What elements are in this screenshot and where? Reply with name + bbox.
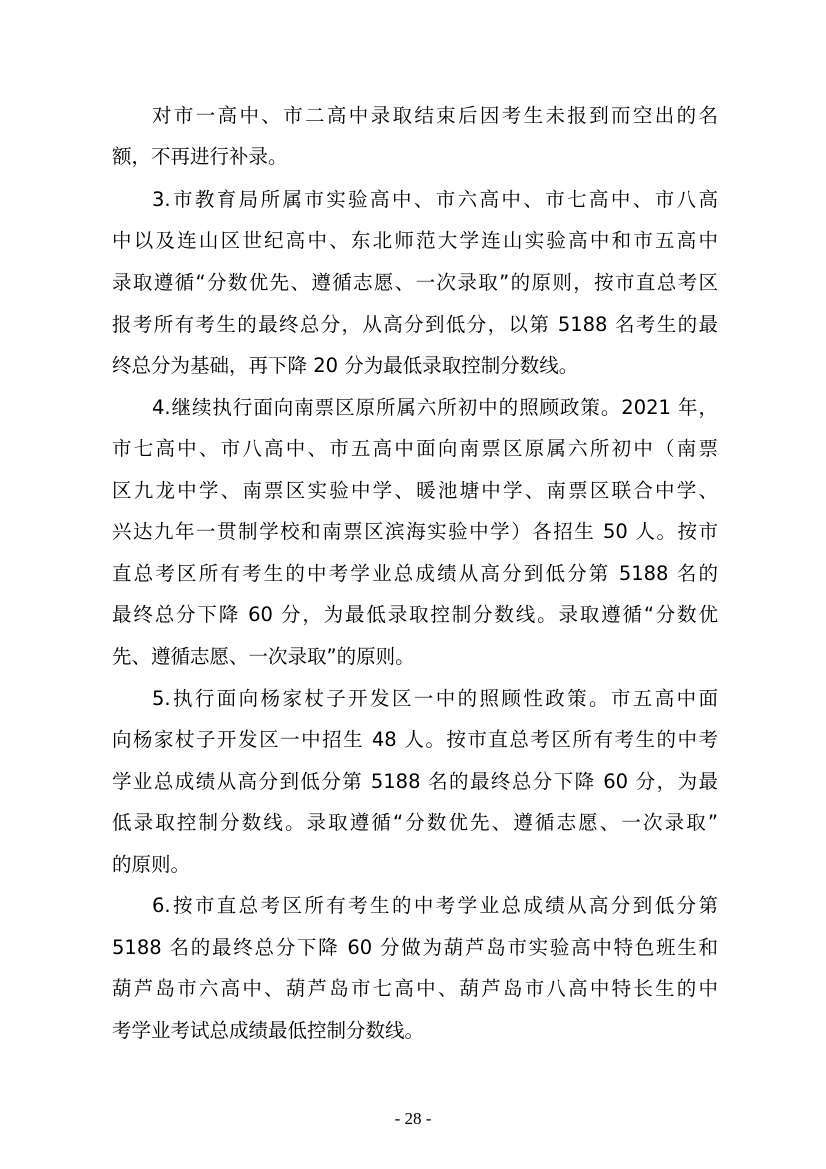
text-line: 对市一高中、市二高中录取结束后因考生未报到而空出的名: [152, 104, 718, 127]
text-line: 考学业考试总成绩最低控制分数线。: [112, 1019, 425, 1042]
text-line: 录取遵循“分数优先、遵循志愿、一次录取”的原则，按市直总考区: [112, 271, 718, 294]
text-line: 最终总分下降 60 分，为最低录取控制分数线。录取遵循“分数优: [112, 603, 718, 626]
text-line: 先、遵循志愿、一次录取”的原则。: [112, 645, 415, 668]
text-line: 葫芦岛市六高中、葫芦岛市七高中、葫芦岛市八高中特长生的中: [112, 977, 718, 1000]
page-number: - 28 -: [394, 1109, 432, 1128]
text-line: 低录取控制分数线。录取遵循“分数优先、遵循志愿、一次录取”: [112, 811, 718, 834]
text-line: 5188 名的最终总分下降 60 分做为葫芦岛市实验高中特色班生和: [112, 936, 718, 959]
text-line: 兴达九年一贯制学校和南票区滨海实验中学）各招生 50 人。按市: [112, 520, 718, 543]
text-line: 向杨家杖子开发区一中招生 48 人。按市直总考区所有考生的中考: [112, 728, 718, 751]
text-line: 区九龙中学、南票区实验中学、暖池塘中学、南票区联合中学、: [112, 479, 718, 502]
text-line: 中以及连山区世纪高中、东北师范大学连山实验高中和市五高中: [112, 229, 718, 252]
text-line: 5.执行面向杨家杖子开发区一中的照顾性政策。市五高中面: [152, 687, 718, 710]
text-line: 额，不再进行补录。: [112, 145, 288, 168]
text-line: 市七高中、市八高中、市五高中面向南票区原属六所初中（南票: [112, 437, 718, 460]
text-line: 学业总成绩从高分到低分第 5188 名的最终总分下降 60 分，为最: [112, 770, 718, 793]
text-line: 4.继续执行面向南票区原所属六所初中的照顾政策。2021 年，: [152, 396, 718, 419]
text-line: 直总考区所有考生的中考学业总成绩从高分到低分第 5188 名的: [112, 562, 718, 585]
text-line: 终总分为基础，再下降 20 分为最低录取控制分数线。: [112, 354, 579, 377]
text-line: 6.按市直总考区所有考生的中考学业总成绩从高分到低分第: [152, 894, 718, 917]
text-line: 报考所有考生的最终总分，从高分到低分，以第 5188 名考生的最: [112, 313, 718, 336]
text-line: 的原则。: [112, 853, 191, 876]
text-line: 3.市教育局所属市实验高中、市六高中、市七高中、市八高: [152, 188, 718, 211]
